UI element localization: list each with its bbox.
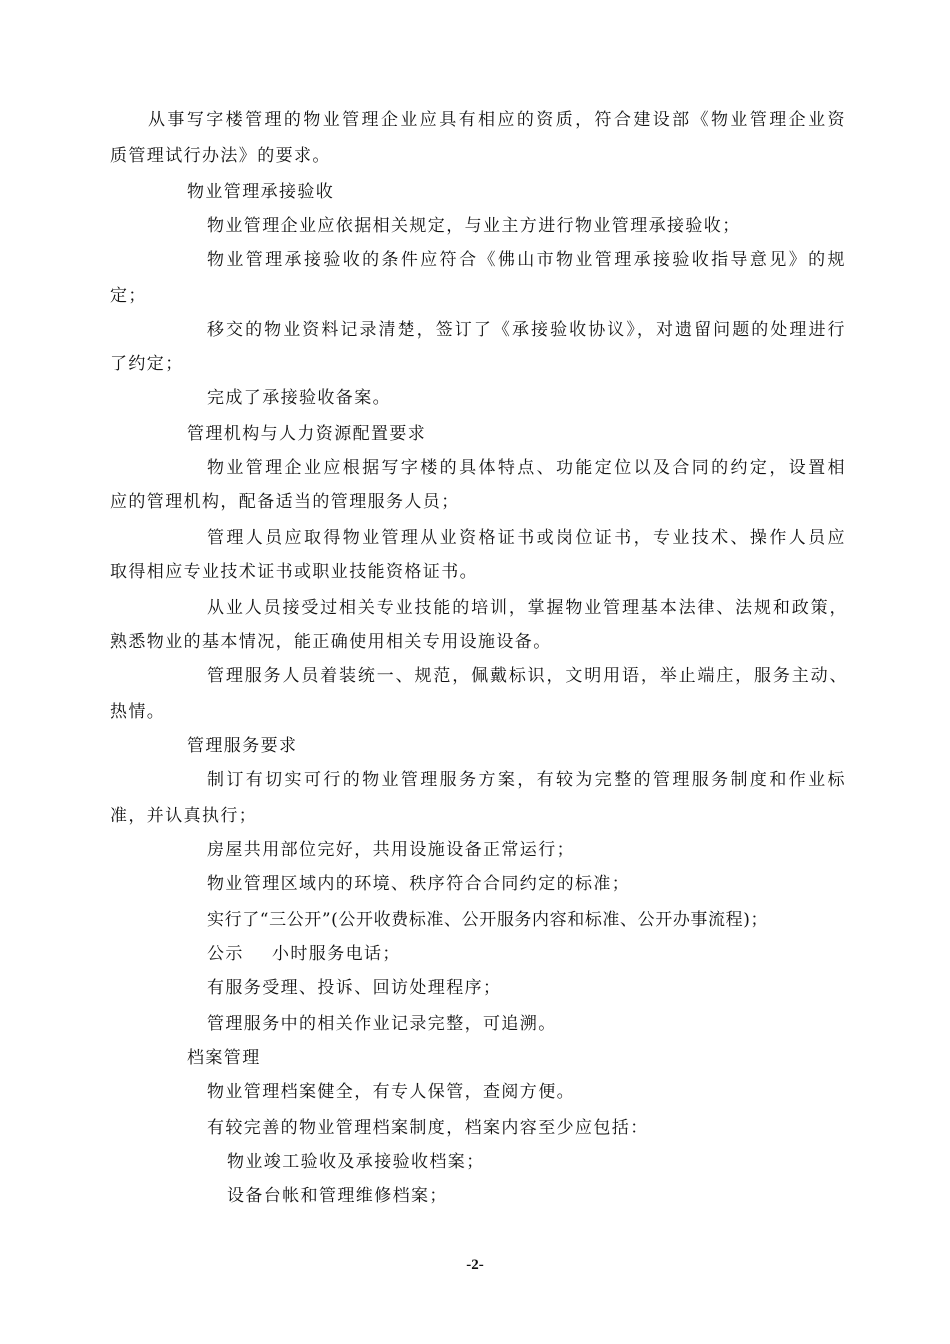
paragraph-staff-certificates-line1: 管理人员应取得物业管理从业资格证书或岗位证书，专业技术、操作人员应: [207, 528, 845, 548]
paragraph-complaint-process: 有服务受理、投诉、回访处理程序；: [207, 978, 502, 998]
paragraph-service-plan-line1: 制订有切实可行的物业管理服务方案，有较为完整的管理服务制度和作业标: [207, 770, 845, 790]
heading-archive-management: 档案管理: [187, 1048, 261, 1068]
paragraph-handover-records-line2: 了约定；: [110, 354, 184, 374]
paragraph-organization-setup-line2: 应的管理机构，配备适当的管理服务人员；: [110, 492, 460, 512]
paragraph-staff-conduct-line1: 管理服务人员着装统一、规范，佩戴标识，文明用语，举止端庄，服务主动、: [207, 666, 847, 686]
paragraph-organization-setup-line1: 物业管理企业应根据写字楼的具体特点、功能定位以及合同的约定，设置相: [207, 458, 845, 478]
paragraph-handover-records-line1: 移交的物业资料记录清楚，签订了《承接验收协议》，对遗留问题的处理进行: [207, 320, 845, 340]
paragraph-three-publicities: 实行了“三公开”(公开收费标准、公开服务内容和标准、公开办事流程)；: [207, 910, 769, 930]
paragraph-shared-facilities: 房屋共用部位完好，共用设施设备正常运行；: [207, 840, 575, 860]
paragraph-handover-basis: 物业管理企业应依据相关规定，与业主方进行物业管理承接验收；: [207, 216, 741, 236]
paragraph-staff-conduct-line2: 热情。: [110, 702, 166, 722]
paragraph-qualification-line2: 质管理试行办法》的要求。: [110, 146, 331, 166]
paragraph-staff-certificates-line2: 取得相应专业技术证书或职业技能资格证书。: [110, 562, 478, 582]
heading-service-requirements: 管理服务要求: [187, 736, 298, 756]
page-number: -2-: [466, 1257, 484, 1273]
paragraph-hotline-prefix: 公示: [207, 944, 244, 964]
paragraph-staff-training-line1: 从业人员接受过相关专业技能的培训，掌握物业管理基本法律、法规和政策，: [207, 598, 847, 618]
paragraph-archive-complete: 物业管理档案健全，有专人保管，查阅方便。: [207, 1082, 575, 1102]
paragraph-hotline-suffix: 小时服务电话；: [272, 944, 401, 964]
paragraph-handover-conditions-line2: 定；: [110, 286, 147, 306]
heading-handover: 物业管理承接验收: [187, 182, 335, 202]
list-item-completion-archive: 物业竣工验收及承接验收档案；: [227, 1152, 485, 1172]
paragraph-archive-system: 有较完善的物业管理档案制度，档案内容至少应包括：: [207, 1118, 649, 1138]
paragraph-service-plan-line2: 准，并认真执行；: [110, 806, 258, 826]
paragraph-handover-conditions-line1: 物业管理承接验收的条件应符合《佛山市物业管理承接验收指导意见》的规: [207, 250, 845, 270]
paragraph-staff-training-line2: 熟悉物业的基本情况，能正确使用相关专用设施设备。: [110, 632, 552, 652]
paragraph-environment-order: 物业管理区域内的环境、秩序符合合同约定的标准；: [207, 874, 631, 894]
heading-organization: 管理机构与人力资源配置要求: [187, 424, 427, 444]
paragraph-handover-filing: 完成了承接验收备案。: [207, 388, 391, 408]
paragraph-work-records: 管理服务中的相关作业记录完整，可追溯。: [207, 1014, 557, 1034]
paragraph-qualification-line1: 从事写字楼管理的物业管理企业应具有相应的资质，符合建设部《物业管理企业资: [148, 110, 845, 130]
list-item-equipment-archive: 设备台帐和管理维修档案；: [227, 1186, 448, 1206]
